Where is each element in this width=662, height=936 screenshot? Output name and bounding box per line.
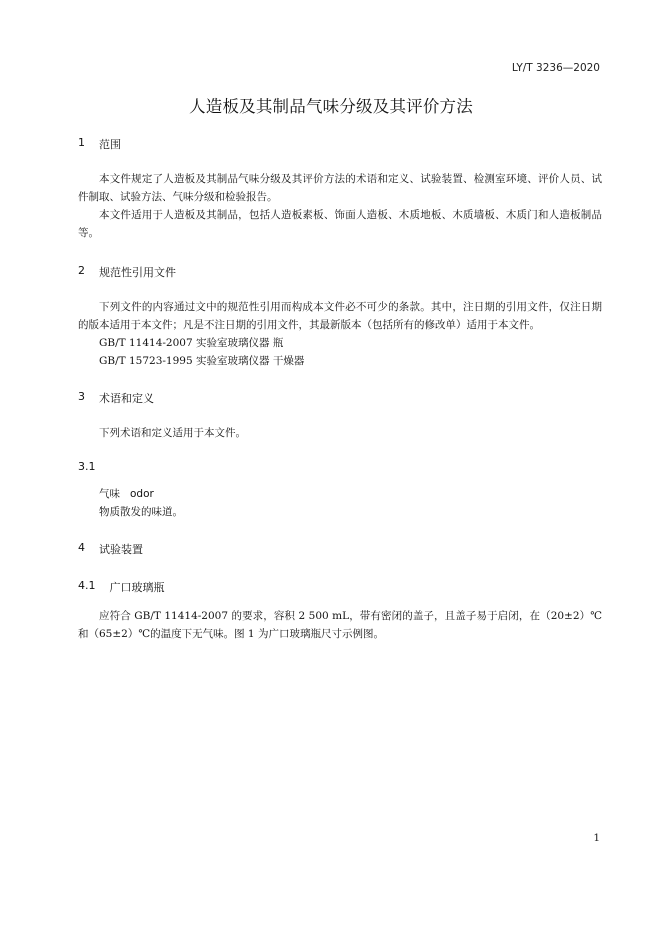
- section-number: 1: [78, 136, 85, 149]
- subsection-number: 4.1: [78, 579, 96, 592]
- term-entry: [99, 485, 602, 503]
- term-definition: 物质散发的味道。: [99, 506, 183, 518]
- section-title: 试验装置: [99, 543, 143, 556]
- section-heading-2: [78, 264, 602, 280]
- normative-reference: GB/T 15723-1995 实验室玻璃仪器 干燥器: [99, 355, 305, 367]
- page-number: 1: [593, 832, 600, 844]
- paragraph: 下列术语和定义适用于本文件。: [99, 427, 246, 439]
- section-title: 规范性引用文件: [99, 266, 176, 279]
- subsection-heading-3-1: [78, 460, 602, 473]
- standard-code: LY/T 3236—2020: [511, 62, 600, 74]
- section-title: 范围: [99, 138, 121, 151]
- term-english: odor: [130, 488, 154, 500]
- paragraph: 本文件适用于人造板及其制品，包括人造板素板、饰面人造板、木质地板、木质墙板、木质门和人造板制品等。: [78, 209, 602, 239]
- section-number: 2: [78, 264, 85, 277]
- section-heading-3: [78, 390, 602, 406]
- subsection-number: 3.1: [78, 460, 96, 473]
- section-heading-4: [78, 541, 602, 557]
- section-title: 术语和定义: [99, 392, 154, 405]
- subsection-heading-4-1: [78, 579, 602, 595]
- term-chinese: 气味: [99, 488, 120, 500]
- paragraph: 本文件规定了人造板及其制品气味分级及其评价方法的术语和定义、试验装置、检测室环境、评价人员、试件制取、试验方法、气味分级和检验报告。: [78, 173, 602, 203]
- section-number: 4: [78, 541, 85, 554]
- paragraph: 应符合 GB/T 11414-2007 的要求，容积 2 500 mL，带有密闭的盖子，且盖子易于启闭，在（20±2）℃和（65±2）℃的温度下无气味。图 1 为广口玻璃瓶尺寸示例图。: [78, 610, 602, 640]
- document-body: [78, 128, 602, 643]
- paragraph: 下列文件的内容通过文中的规范性引用而构成本文件必不可少的条款。其中，注日期的引用文件，仅注日期的版本适用于本文件；凡是不注日期的引用文件，其最新版本（包括所有的修改单）适用于本文件。: [78, 301, 602, 331]
- document-title: 人造板及其制品气味分级及其评价方法: [189, 97, 473, 116]
- section-number: 3: [78, 390, 85, 403]
- normative-reference: GB/T 11414-2007 实验室玻璃仪器 瓶: [99, 337, 284, 349]
- section-heading-1: [78, 136, 602, 152]
- subsection-title: 广口玻璃瓶: [109, 581, 165, 594]
